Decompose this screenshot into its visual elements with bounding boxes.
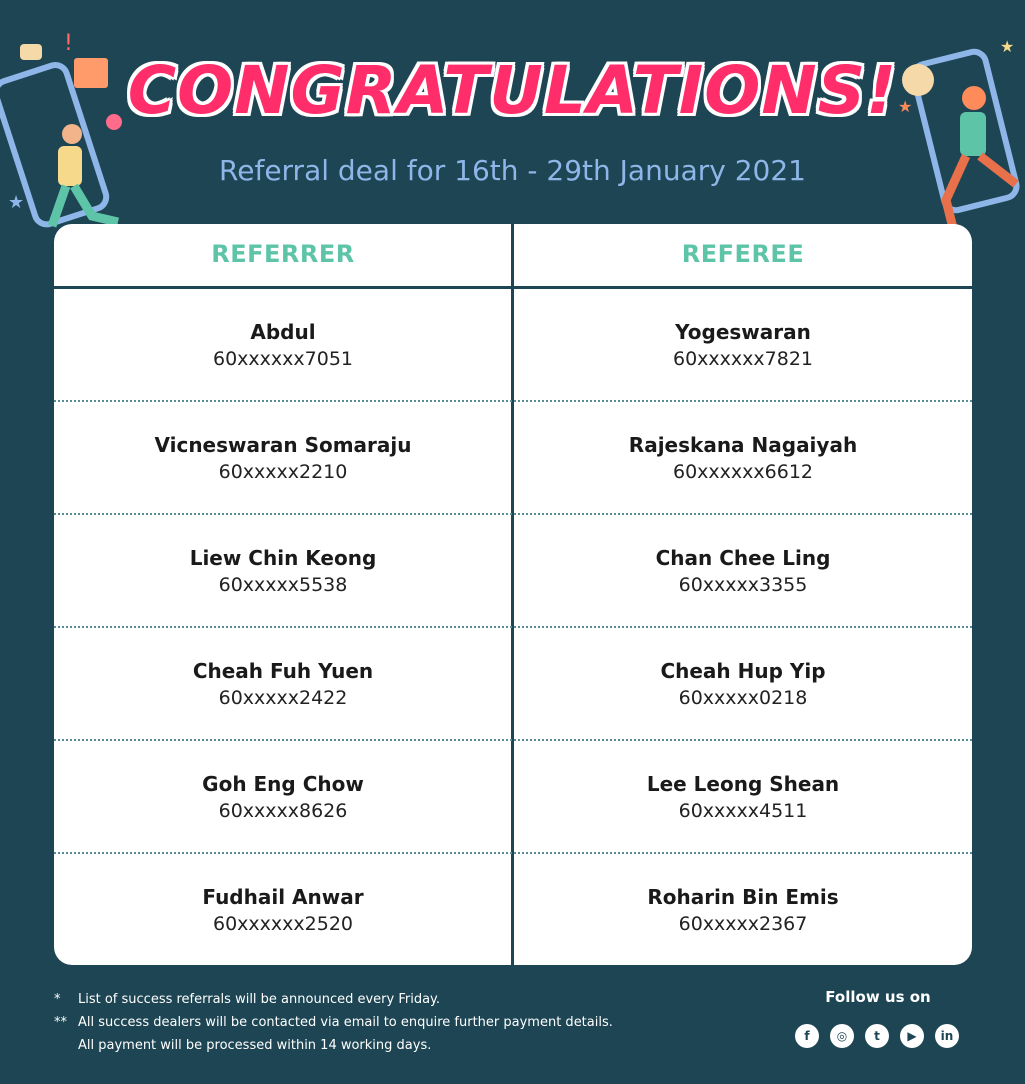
referee-phone: 60xxxxxx6612 [673, 461, 813, 483]
footnote-text: List of success referrals will be announced every Friday. [78, 992, 441, 1007]
page-subtitle: Referral deal for 16th - 29th January 2021 [219, 154, 806, 187]
referrer-name: Vicneswaran Somaraju [154, 433, 412, 457]
referee-cell [514, 771, 972, 825]
follow-us-label: Follow us on [825, 988, 931, 1006]
footnote-mark: * [54, 992, 61, 1007]
referrer-cell [54, 771, 512, 825]
referee-cell [514, 884, 972, 938]
footnote-mark: ** [54, 1015, 67, 1030]
footnote-text: All success dealers will be contacted via email to enquire further payment details. [78, 1015, 613, 1030]
referee-name: Roharin Bin Emis [647, 885, 839, 909]
linkedin-icon[interactable]: in [935, 1024, 959, 1048]
referee-phone: 60xxxxx0218 [678, 687, 808, 709]
table-row [54, 515, 972, 628]
footnote [54, 988, 694, 1011]
referee-phone: 60xxxxx3355 [678, 574, 808, 596]
referee-phone: 60xxxxx4511 [678, 800, 808, 822]
referee-name: Rajeskana Nagaiyah [628, 433, 858, 457]
table-row [54, 741, 972, 854]
referrer-phone: 60xxxxx2422 [218, 687, 348, 709]
table-row [54, 854, 972, 965]
svg-text:!: ! [64, 31, 73, 56]
referral-table [54, 224, 972, 965]
column-header-referrer: REFERRER [211, 240, 355, 268]
referee-name: Lee Leong Shean [646, 772, 840, 796]
footnotes [54, 988, 694, 1057]
referee-name: Yogeswaran [675, 320, 811, 344]
referrer-cell [54, 884, 512, 938]
referee-phone: 60xxxxxx7821 [673, 348, 813, 370]
referrer-cell [54, 658, 512, 712]
svg-text:★: ★ [1000, 37, 1015, 56]
footnote [54, 1034, 694, 1057]
svg-text:★: ★ [8, 192, 25, 213]
referee-cell [514, 658, 972, 712]
table-row [54, 402, 972, 515]
referee-cell [514, 432, 972, 486]
svg-text:★: ★ [898, 97, 913, 116]
referrer-phone: 60xxxxxx7051 [213, 348, 353, 370]
referee-cell [514, 545, 972, 599]
referee-cell [514, 319, 972, 373]
referrer-name: Goh Eng Chow [202, 772, 364, 796]
footnote [54, 1011, 694, 1034]
column-header-referee: REFEREE [681, 240, 805, 268]
footnote-text: All payment will be processed within 14 working days. [78, 1038, 432, 1053]
page-title: CONGRATULATIONS! [127, 52, 898, 129]
instagram-icon[interactable]: ◎ [830, 1024, 854, 1048]
facebook-icon[interactable]: f [795, 1024, 819, 1048]
referrer-phone: 60xxxxx2210 [218, 461, 348, 483]
referrer-phone: 60xxxxx8626 [218, 800, 348, 822]
youtube-icon[interactable]: ▶ [900, 1024, 924, 1048]
table-body [54, 289, 972, 965]
referrer-name: Cheah Fuh Yuen [192, 659, 374, 683]
referee-name: Cheah Hup Yip [660, 659, 826, 683]
referrer-cell [54, 545, 512, 599]
social-links [795, 1024, 959, 1048]
referrer-cell [54, 432, 512, 486]
referrer-name: Abdul [250, 320, 316, 344]
referrer-phone: 60xxxxx5538 [218, 574, 348, 596]
referrer-cell [54, 319, 512, 373]
referrer-name: Fudhail Anwar [202, 885, 364, 909]
referee-phone: 60xxxxx2367 [678, 913, 808, 935]
table-row [54, 628, 972, 741]
referrer-phone: 60xxxxxx2520 [213, 913, 353, 935]
referrer-name: Liew Chin Keong [189, 546, 377, 570]
table-row [54, 289, 972, 402]
referee-name: Chan Chee Ling [655, 546, 831, 570]
twitter-icon[interactable]: t [865, 1024, 889, 1048]
